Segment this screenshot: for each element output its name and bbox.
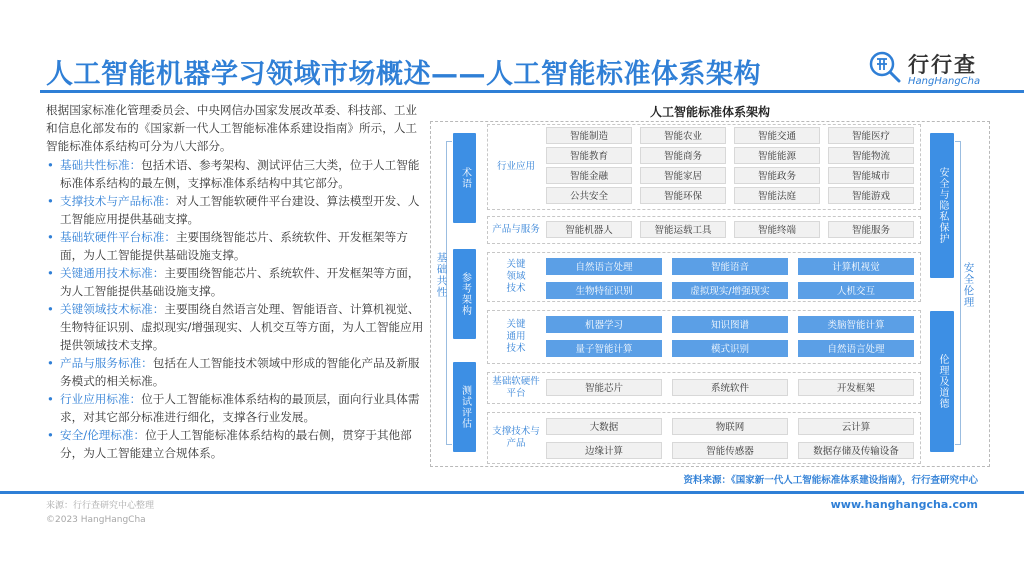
industry-cell: 智能制造 <box>546 127 632 144</box>
industry-cell: 智能法庭 <box>734 187 820 204</box>
support-cell: 数据存储及传输设备 <box>798 442 914 459</box>
industry-cell: 智能商务 <box>640 147 726 164</box>
list-text: 包括在人工智能技术领域中形成的智能化产品及新服务模式的相关标准。 <box>60 356 420 388</box>
list-item: • 安全/伦理标准：位于人工智能标准体系结构的最右侧，贯穿于其他部分，为人工智能建立合规体系。 <box>47 428 412 460</box>
product-cell: 智能终端 <box>734 221 820 238</box>
terms-bar <box>453 133 476 223</box>
logo <box>868 48 988 94</box>
industry-cell: 智能交通 <box>734 127 820 144</box>
page-title: 人工智能机器学习领域市场概述——人工智能标准体系架构 <box>46 59 761 90</box>
standards-list <box>46 156 426 462</box>
general-tech-cell: 量子智能计算 <box>546 340 662 357</box>
industry-cell: 智能家居 <box>640 167 726 184</box>
list-term: 关键通用技术标准： <box>60 266 165 280</box>
industry-cell: 智能环保 <box>640 187 726 204</box>
terms-label: 术语 <box>459 167 471 189</box>
testing-evaluation-bar <box>453 362 476 452</box>
industry-cell: 智能物流 <box>828 147 914 164</box>
domain-tech-cell: 人机交互 <box>798 282 914 299</box>
general-tech-cell: 知识图谱 <box>672 316 788 333</box>
security-privacy-bar <box>930 133 954 278</box>
list-term: 支撑技术与产品标准： <box>60 194 176 208</box>
industry-cell: 公共安全 <box>546 187 632 204</box>
industry-cell: 智能金融 <box>546 167 632 184</box>
hanghangcha-logo-icon <box>868 50 902 84</box>
platform-cell: 开发框架 <box>798 379 914 396</box>
list-item: • 基础共性标准：包括术语、参考架构、测试评估三大类，位于人工智能标准体系结构的最左侧，支撑标准体系结构中其它部分。 <box>47 158 420 190</box>
industry-application-label: 行业应用 <box>496 161 535 172</box>
list-text: 主要围绕自然语言处理、智能语音、计算机视觉、生物特征识别、虚拟现实/增强现实、人机交互等方面，为人工智能应用提供领域技术支撑。 <box>60 302 424 352</box>
ethics-bar <box>930 311 954 452</box>
general-tech-cell: 类脑智能计算 <box>798 316 914 333</box>
support-tech-label: 支撑技术与产品 <box>492 426 540 449</box>
list-text: 包括术语、参考架构、测试评估三大类，位于人工智能标准体系结构的最左侧，支撑标准体系结构中其它部分。 <box>60 158 420 190</box>
source-note: 资料来源：《国家新一代人工智能标准体系建设指南》，行行查研究中心 <box>683 475 978 486</box>
list-text: 对人工智能软硬件平台建设、算法模型开发、人工智能应用提供基础支撑。 <box>60 194 420 226</box>
security-privacy-label: 安全与隐私保护 <box>937 167 948 244</box>
platform-cell: 系统软件 <box>672 379 788 396</box>
list-item: • 关键领域技术标准：主要围绕自然语言处理、智能语音、计算机视觉、生物特征识别、虚拟现实/增强现实、人机交互等方面，为人工智能应用提供领域技术支撑。 <box>47 302 424 352</box>
list-text: 主要围绕智能芯片、系统软件、开发框架等方面，为人工智能提供基础设施支撑。 <box>60 230 408 262</box>
domain-tech-cell: 计算机视觉 <box>798 258 914 275</box>
list-item: • 基础软硬件平台标准：主要围绕智能芯片、系统软件、开发框架等方面，为人工智能提供基础设施支撑。 <box>47 230 408 262</box>
list-term: 安全/伦理标准： <box>60 428 146 442</box>
domain-tech-cell: 生物特征识别 <box>546 282 662 299</box>
footer-credits <box>46 499 154 527</box>
logo-english: HangHangCha <box>908 76 981 87</box>
reference-architecture-label: 参考架构 <box>459 272 471 316</box>
header-divider <box>40 90 1024 93</box>
industry-cell: 智能医疗 <box>828 127 914 144</box>
list-term: 基础软硬件平台标准： <box>60 230 176 244</box>
domain-tech-cell: 自然语言处理 <box>546 258 662 275</box>
list-term: 基础共性标准： <box>60 158 142 172</box>
list-text: 位于人工智能标准体系结构的最右侧，贯穿于其他部分，为人工智能建立合规体系。 <box>60 428 412 460</box>
industry-cell: 智能城市 <box>828 167 914 184</box>
support-cell: 边缘计算 <box>546 442 662 459</box>
intro-text: 根据国家标准化管理委员会、中央网信办国家发展改革委、科技部、工业和信息化部发布的《国家新一代人工智能标准体系建设指南》所示，人工智能标准体系结构可分为八大部分。 <box>46 103 418 153</box>
domain-tech-cell: 虚拟现实/增强现实 <box>672 282 788 299</box>
list-item: • 行业应用标准：位于人工智能标准体系结构的最顶层，面向行业具体需求，对其它部分标准进行细化，支撑各行业发展。 <box>47 392 420 424</box>
industry-cell: 智能游戏 <box>828 187 914 204</box>
footer-copyright: ©2023 HangHangCha <box>46 515 146 525</box>
list-term: 关键领域技术标准： <box>60 302 165 316</box>
footer-source: 来源：行行查研究中心整理 <box>46 501 155 511</box>
support-cell: 物联网 <box>672 418 788 435</box>
list-item: • 产品与服务标准：包括在人工智能技术领域中形成的智能化产品及新服务模式的相关标准。 <box>47 356 420 388</box>
general-tech-cell: 机器学习 <box>546 316 662 333</box>
product-cell: 智能机器人 <box>546 221 632 238</box>
domain-tech-cell: 智能语音 <box>672 258 788 275</box>
key-domain-tech-label: 关键领域技术 <box>506 259 526 294</box>
industry-cell: 智能政务 <box>734 167 820 184</box>
list-item: • 关键通用技术标准：主要围绕智能芯片、系统软件、开发框架等方面，为人工智能提供基础设施支撑。 <box>47 266 420 298</box>
support-cell: 大数据 <box>546 418 662 435</box>
security-ethics-label: 安全伦理 <box>962 262 975 308</box>
ethics-label: 伦理及道德 <box>937 354 948 409</box>
list-term: 行业应用标准： <box>60 392 142 406</box>
list-text: 位于人工智能标准体系结构的最顶层，面向行业具体需求，对其它部分标准进行细化，支撑各行业发展。 <box>60 392 420 424</box>
foundation-label: 基础共性 <box>435 252 448 298</box>
website-link[interactable]: www.hanghangcha.com <box>830 498 978 511</box>
industry-cell: 智能教育 <box>546 147 632 164</box>
footer-divider <box>0 491 1024 494</box>
support-cell: 智能传感器 <box>672 442 788 459</box>
products-services-label: 产品与服务 <box>492 224 540 235</box>
platform-label: 基础软硬件平台 <box>492 376 540 399</box>
industry-cell: 智能农业 <box>640 127 726 144</box>
product-cell: 智能服务 <box>828 221 914 238</box>
product-cell: 智能运载工具 <box>640 221 726 238</box>
support-cell: 云计算 <box>798 418 914 435</box>
general-tech-cell: 模式识别 <box>672 340 788 357</box>
diagram-title: 人工智能标准体系架构 <box>649 105 770 119</box>
industry-cell: 智能能源 <box>734 147 820 164</box>
general-tech-cell: 自然语言处理 <box>798 340 914 357</box>
list-term: 产品与服务标准： <box>60 356 153 370</box>
list-text: 主要围绕智能芯片、系统软件、开发框架等方面，为人工智能提供基础设施支撑。 <box>60 266 420 298</box>
reference-architecture-bar <box>453 249 476 339</box>
logo-name: 行行查 <box>908 53 977 77</box>
key-general-tech-label: 关键通用技术 <box>506 319 526 354</box>
description-panel <box>46 101 426 462</box>
list-item: • 支撑技术与产品标准：对人工智能软硬件平台建设、算法模型开发、人工智能应用提供基础支撑。 <box>47 194 420 226</box>
platform-cell: 智能芯片 <box>546 379 662 396</box>
testing-evaluation-label: 测试评估 <box>459 385 471 429</box>
